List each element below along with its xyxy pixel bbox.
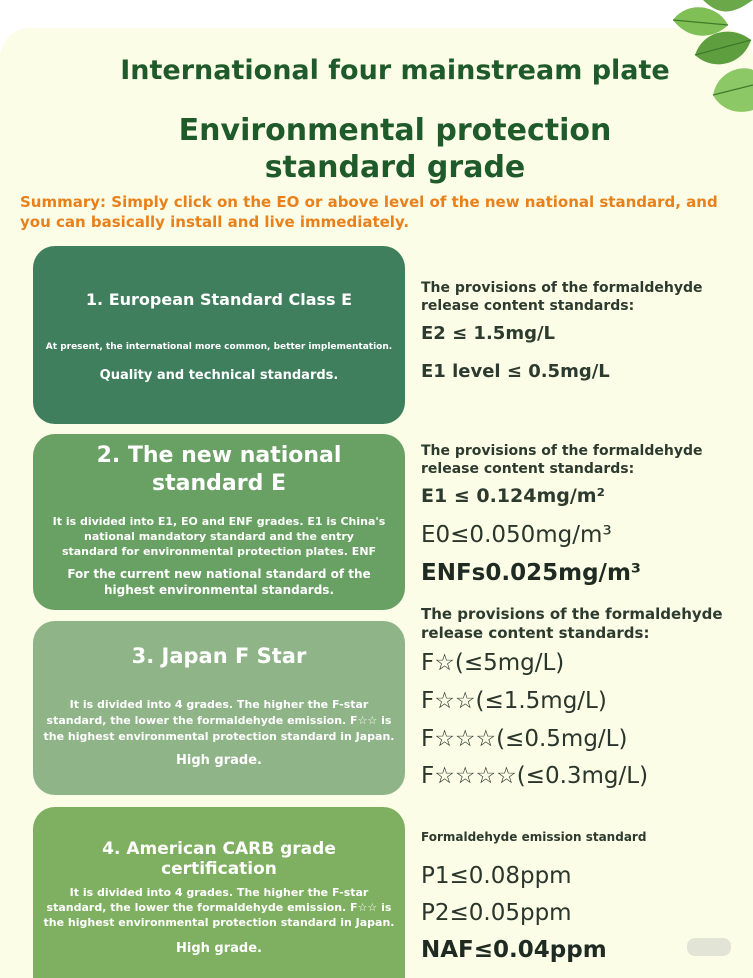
box-title xyxy=(63,442,375,498)
subtitle-line-1: Environmental protection xyxy=(178,113,612,148)
box-text-line: It is divided into 4 grades. The higher the F-star xyxy=(69,886,369,899)
value-f2-star: F☆☆(≤1.5mg/L) xyxy=(421,688,607,714)
page-subtitle xyxy=(0,112,753,186)
value-f1-star: F☆(≤5mg/L) xyxy=(421,650,565,676)
box-japan-f-star xyxy=(33,621,405,795)
box-title-line: 2. The new national xyxy=(96,443,342,468)
box-text-line: highest environmental standards. xyxy=(103,583,335,597)
box-text-line: It is divided into E1, EO and ENF grades. E1 is China's xyxy=(52,515,386,528)
box-title-line: standard E xyxy=(152,471,286,496)
summary-text: Summary: Simply click on the EO or above level of the new national standard, and you can basically install and live immediately. xyxy=(20,193,718,231)
box-title: 1. European Standard Class E xyxy=(85,290,353,309)
box-title: 4. American CARB grade certification xyxy=(102,839,336,879)
value-e1-level: E1 level ≤ 0.5mg/L xyxy=(421,361,610,382)
subtitle-line-2: standard grade xyxy=(264,150,526,185)
box-text-line: For the current new national standard of the xyxy=(67,567,371,581)
value-e1: E1 ≤ 0.124mg/m² xyxy=(421,485,605,507)
box-american-carb xyxy=(33,807,405,978)
heading-line: release content standards: xyxy=(421,624,650,642)
section-4-heading: Formaldehyde emission standard xyxy=(421,830,647,844)
value-e2: E2 ≤ 1.5mg/L xyxy=(421,323,556,344)
value-enf: ENFs0.025mg/m³ xyxy=(421,560,641,586)
box-text-line: national mandatory standard and the entry xyxy=(84,530,354,543)
page-title: International four mainstream plate xyxy=(120,55,670,86)
watermark-logo xyxy=(687,938,731,956)
box-text: High grade. xyxy=(176,753,262,768)
heading-line: release content standards: xyxy=(421,461,635,477)
box-title: 3. Japan F Star xyxy=(131,644,307,668)
value-e0: E0≤0.050mg/m³ xyxy=(421,522,612,548)
box-european-standard xyxy=(33,246,405,424)
box-new-national-standard xyxy=(33,434,405,610)
section-1-heading xyxy=(421,279,702,315)
box-text: Quality and technical standards. xyxy=(99,368,339,383)
box-text xyxy=(43,514,395,559)
box-text xyxy=(39,697,399,745)
box-text: High grade. xyxy=(176,941,262,956)
box-text xyxy=(43,566,395,598)
box-text-line: standard for environmental protection plates. ENF xyxy=(61,545,377,558)
value-naf: NAF≤0.04ppm xyxy=(421,937,607,963)
box-text-line: It is divided into 4 grades. The higher the F-star xyxy=(69,698,369,711)
box-text xyxy=(39,885,399,930)
section-2-heading xyxy=(421,442,702,478)
box-text: At present, the international more common, better implementation. xyxy=(45,342,393,352)
value-f3-star: F☆☆☆(≤0.5mg/L) xyxy=(421,726,628,752)
heading-line: The provisions of the formaldehyde xyxy=(421,605,723,623)
value-p1: P1≤0.08ppm xyxy=(421,863,572,889)
value-f4-star: F☆☆☆☆(≤0.3mg/L) xyxy=(421,763,649,789)
section-3-heading xyxy=(421,605,723,643)
box-text-line: the highest environmental protection standard in Japan. xyxy=(43,916,395,929)
box-text-line: the highest environmental protection standard in Japan. xyxy=(43,730,395,743)
heading-line: The provisions of the formaldehyde xyxy=(421,280,703,296)
heading-line: release content standards: xyxy=(421,298,635,314)
value-p2: P2≤0.05ppm xyxy=(421,900,572,926)
heading-line: The provisions of the formaldehyde xyxy=(421,443,703,459)
box-text-line: standard, the lower the formaldehyde emission. F☆☆ is xyxy=(46,714,392,727)
box-text-line: standard, the lower the formaldehyde emission. F☆☆ is xyxy=(46,901,392,914)
